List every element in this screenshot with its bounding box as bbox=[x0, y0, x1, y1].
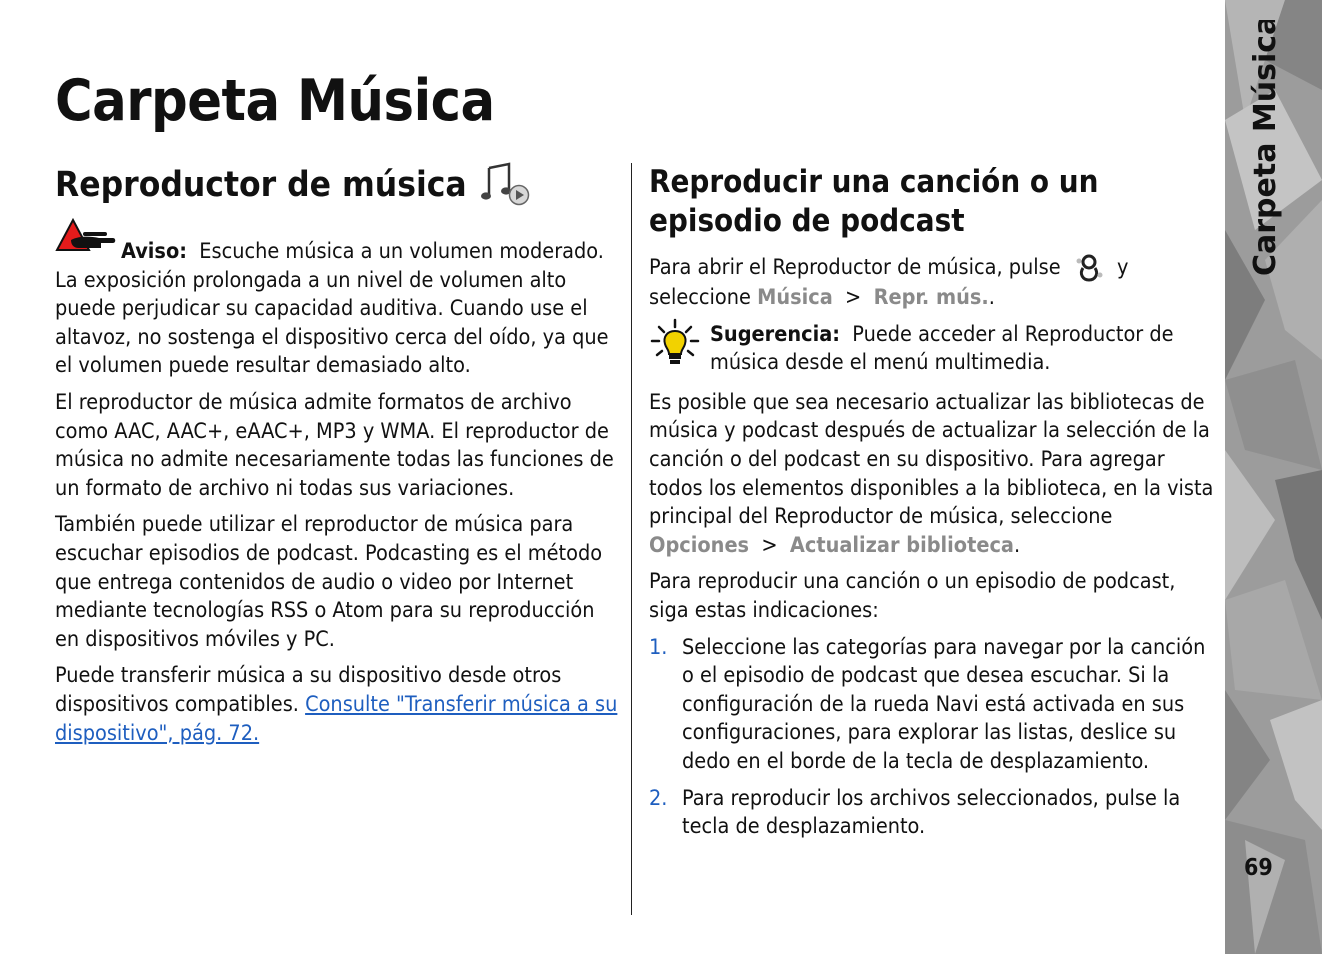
step-number: 1. bbox=[649, 634, 668, 660]
tip-label: Sugerencia: bbox=[710, 321, 840, 347]
left-column bbox=[55, 162, 618, 748]
step-text: Para reproducir los archivos seleccionados, pulse la tecla de desplazamiento. bbox=[682, 785, 1181, 840]
tip-body: Puede acceder al Reproductor de música desde el menú multimedia. bbox=[710, 321, 1174, 376]
step-number: 2. bbox=[649, 785, 668, 811]
menu-path-opciones: Opciones bbox=[649, 532, 750, 558]
update-text: Es posible que sea necesario actualizar las bibliotecas de música y podcast después de actualizar la selección de la canción o del podcast en su dispositivo. Para agregar todos los elementos disponibles a la biblioteca, en la vista principal del Reproductor de música, seleccione bbox=[649, 389, 1214, 530]
tip-box bbox=[649, 321, 1215, 378]
step-text: Seleccione las categorías para navegar por la canción o el episodio de podcast que desea escuchar. Si la configuración de la rueda Navi está activada en sus configuraciones, para explorar las listas, deslice su dedo en el borde de la tecla de desplazamiento. bbox=[682, 634, 1206, 774]
list-item bbox=[649, 634, 1215, 777]
open-text-1: Para abrir el Reproductor de música, pulse bbox=[649, 255, 1061, 280]
lightbulb-tip-icon bbox=[649, 317, 701, 369]
sentence-end: . bbox=[988, 285, 995, 310]
paragraph-transfer bbox=[55, 662, 618, 748]
paragraph-open-player bbox=[649, 252, 1215, 313]
side-tab-title-text: Carpeta Música bbox=[1248, 20, 1283, 276]
paragraph-transfer-text: Puede transferir música a su dispositivo desde otros dispositivos compatibles. bbox=[55, 663, 562, 717]
menu-path-repr-mus: Repr. mús. bbox=[873, 285, 989, 310]
transfer-music-link[interactable]: Consulte "Transferir música a su dispositivo", pág. 72. bbox=[55, 691, 618, 746]
side-tab-title bbox=[1243, 20, 1283, 280]
menu-key-icon bbox=[1071, 252, 1107, 284]
side-tab-title-svg bbox=[1243, 20, 1283, 280]
menu-path-actualizar-biblioteca: Actualizar biblioteca bbox=[789, 532, 1014, 558]
paragraph-update-library bbox=[649, 389, 1215, 561]
section-heading-text: Reproductor de música bbox=[55, 165, 467, 205]
right-column bbox=[649, 162, 1215, 850]
warning-notice bbox=[55, 238, 618, 381]
page-title: Carpeta Música bbox=[55, 68, 495, 134]
menu-path-musica: Música bbox=[757, 285, 833, 310]
sentence-end-2: . bbox=[1013, 532, 1021, 558]
warning-text: Escuche música a un volumen moderado. La exposición prolongada a un nivel de volumen alto puede perjudicar su capacidad auditiva. Cuando use el altavoz, no sostenga el dispositivo cerca del oído, ya que el volumen puede resultar demasiado alto. bbox=[55, 239, 609, 379]
music-notes-play-icon bbox=[481, 162, 531, 208]
warning-label: Aviso: bbox=[121, 239, 187, 264]
page-number: 69 bbox=[1244, 855, 1273, 881]
menu-separator: > bbox=[845, 285, 862, 310]
steps-list bbox=[649, 634, 1215, 842]
warning-hand-icon bbox=[55, 214, 117, 254]
menu-separator-2: > bbox=[761, 532, 778, 558]
column-divider bbox=[631, 163, 632, 915]
tip-text bbox=[710, 321, 1215, 378]
section-heading-play-song: Reproducir una canción o un episodio de podcast bbox=[649, 164, 1099, 239]
open-text-2: y seleccione bbox=[649, 255, 1129, 310]
paragraph-podcast: También puede utilizar el reproductor de música para escuchar episodios de podcast. Podcasting es el método que entrega contenidos de audio o video por Internet mediante tecnologías RSS o Atom para su reproducción en dispositivos móviles y PC. bbox=[55, 512, 603, 652]
paragraph-formats: El reproductor de música admite formatos de archivo como AAC, AAC+, eAAC+, MP3 y WMA. El reproductor de música no admite necesariamente todas las funciones de un formato de archivo ni todas sus variaciones. bbox=[55, 389, 614, 501]
list-item bbox=[649, 785, 1215, 842]
paragraph-play-intro: Para reproducir una canción o un episodio de podcast, siga estas indicaciones: bbox=[649, 569, 1176, 623]
section-heading-music-player bbox=[55, 162, 618, 208]
